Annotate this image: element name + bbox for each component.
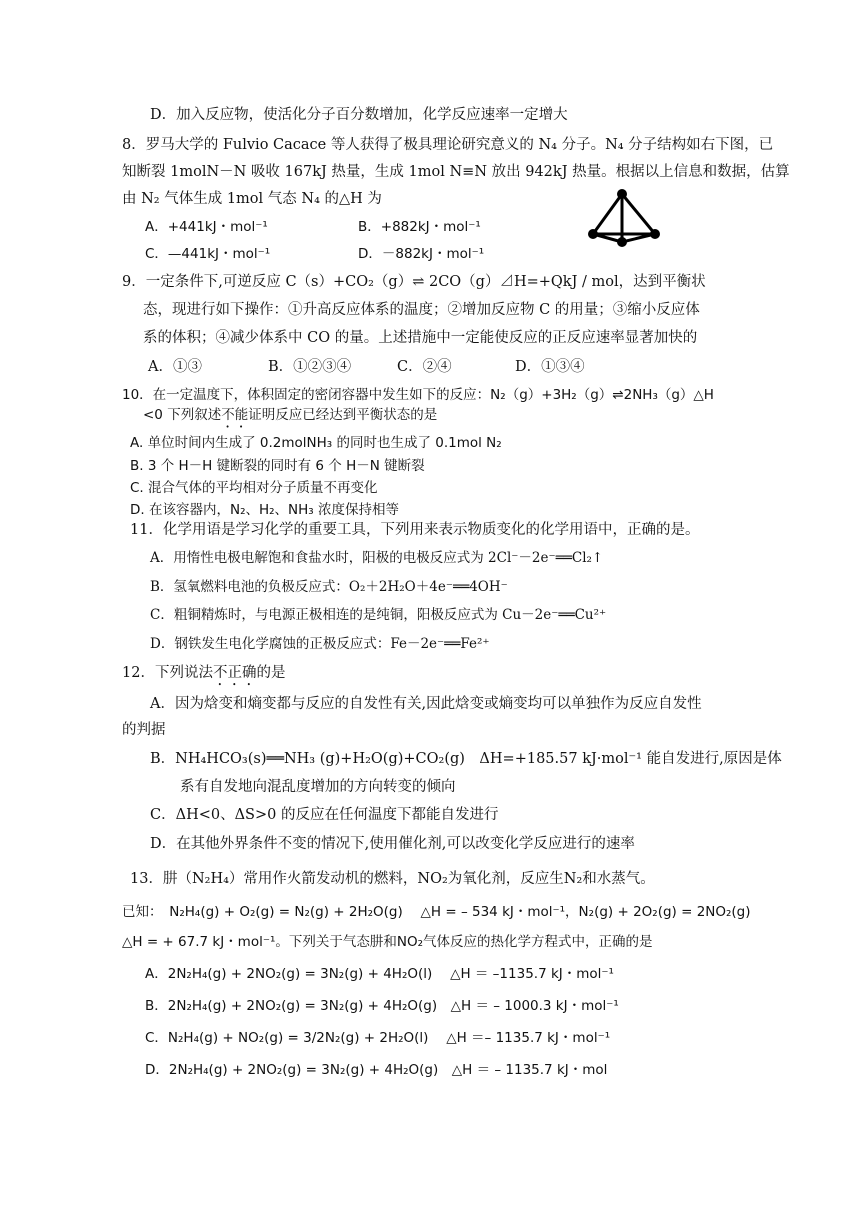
n4-molecule-structure [585,188,665,248]
emphasis-not-able: 不能 [221,407,249,423]
q13-line-3: △H = + 67.7 kJ・mol⁻¹。下列关于气态肼和NO₂气体反应的热化学方程式中，正确的是 [122,934,653,950]
q13-option-b: B．2N₂H₄(g) + 2NO₂(g) = 3N₂(g) + 4H₂O(g) △H ＝ – 1000.3 kJ・mol⁻¹ [145,998,619,1014]
q12-option-b-line-1: B．NH₄HCO₃(s)══NH₃ (g)+H₂O(g)+CO₂(g) ΔH=+185.57 kJ·mol⁻¹ 能自发进行,原因是体 [150,751,782,767]
q9-option-d: D．①③④ [515,359,585,375]
q13-line-1: 13．肼（N₂H₄）常用作火箭发动机的燃料，NO₂为氧化剂，反应生N₂和水蒸气。 [130,871,655,887]
q10-option-b: B. 3 个 H－H 键断裂的同时有 6 个 H－N 键断裂 [130,458,425,474]
q11-option-a: A．用惰性电极电解饱和食盐水时，阳极的电极反应式为 2Cl⁻－2e⁻══Cl₂↑ [150,550,604,566]
q12-option-a-line-2: 的判据 [122,722,166,738]
q8-line-2: 知断裂 1molN－N 吸收 167kJ 热量，生成 1mol N≡N 放出 942kJ 热量。根据以上信息和数据，估算 [122,164,790,180]
q13-line-2: 已知： N₂H₄(g) + O₂(g) = N₂(g) + 2H₂O(g) △H = – 534 kJ・mol⁻¹，N₂(g) + 2O₂(g) = 2NO₂(g) [122,904,751,920]
q8-option-c: C．—441kJ・mol⁻¹ [145,246,271,262]
q9-line-3: 系的体积；④减少体系中 CO 的量。上述措施中一定能使反应的正反应速率显著加快的 [143,330,698,346]
q11-option-c: C．粗铜精炼时，与电源正极相连的是纯铜，阳极反应式为 Cu－2e⁻══Cu²⁺ [150,607,607,623]
q9-option-b: B．①②③④ [268,359,352,375]
q11-option-d: D．钢铁发生电化学腐蚀的正极反应式：Fe－2e⁻══Fe²⁺ [150,636,490,652]
q10-line-2: <0 下列叙述不能证明反应已经达到平衡状态的是 [143,407,438,423]
q10-option-a: A. 单位时间内生成了 0.2molNH₃ 的同时也生成了 0.1mol N₂ [130,435,502,451]
q9-option-c: C．②④ [397,359,452,375]
q12-option-a-line-1: A．因为焓变和熵变都与反应的自发性有关,因此焓变或熵变均可以单独作为反应自发性 [150,696,702,712]
q11-option-b: B．氢氧燃料电池的负极反应式：O₂＋2H₂O＋4e⁻══4OH⁻ [150,579,508,595]
q9-line-1: 9．一定条件下,可逆反应 C（s）+CO₂（g）⇌ 2CO（g）⊿H=+QkJ / mol，达到平衡状 [122,274,706,290]
q8-option-b: B．+882kJ・mol⁻¹ [358,219,481,235]
q8-option-d: D．－882kJ・mol⁻¹ [358,246,485,262]
q8-line-1: 8．罗马大学的 Fulvio Cacace 等人获得了极具理论研究意义的 N₄ 分子。N₄ 分子结构如右下图，已 [122,137,774,153]
q13-option-d: D．2N₂H₄(g) + 2NO₂(g) = 3N₂(g) + 4H₂O(g) △H ＝ – 1135.7 kJ・mol [145,1062,608,1078]
emphasis-incorrect: 不正确 [212,665,257,681]
q13-option-c: C．N₂H₄(g) + NO₂(g) = 3/2N₂(g) + 2H₂O(l) △H ＝– 1135.7 kJ・mol⁻¹ [145,1030,611,1046]
q12-option-c: C．ΔH<0、ΔS>0 的反应在任何温度下都能自发进行 [150,807,499,823]
q7-option-d: D．加入反应物，使活化分子百分数增加，化学反应速率一定增大 [150,107,568,123]
q11-line-1: 11．化学用语是学习化学的重要工具，下列用来表示物质变化的化学用语中，正确的是。 [130,522,700,538]
q10-line-1: 10．在一定温度下，体积固定的密闭容器中发生如下的反应：N₂（g）+3H₂（g）⇌2NH₃（g）△H [122,387,714,403]
q10-option-d: D. 在该容器内，N₂、H₂、NH₃ 浓度保持相等 [130,502,400,518]
q8-option-a: A．+441kJ・mol⁻¹ [145,219,268,235]
q9-option-a: A．①③ [148,359,202,375]
q12-option-d: D．在其他外界条件不变的情况下,使用催化剂,可以改变化学反应进行的速率 [150,836,635,852]
q13-option-a: A．2N₂H₄(g) + 2NO₂(g) = 3N₂(g) + 4H₂O(l) △H ＝ –1135.7 kJ・mol⁻¹ [145,966,614,982]
q12-option-b-line-2: 系有自发地向混乱度增加的方向转变的倾向 [180,779,456,795]
q10-option-c: C. 混合气体的平均相对分子质量不再变化 [130,480,378,496]
q12-line-1: 12．下列说法不正确的是 [122,665,286,681]
q9-line-2: 态，现进行如下操作：①升高反应体系的温度；②增加反应物 C 的用量；③缩小反应体 [143,302,700,318]
q8-line-3: 由 N₂ 气体生成 1mol 气态 N₄ 的△H 为 [122,191,382,207]
